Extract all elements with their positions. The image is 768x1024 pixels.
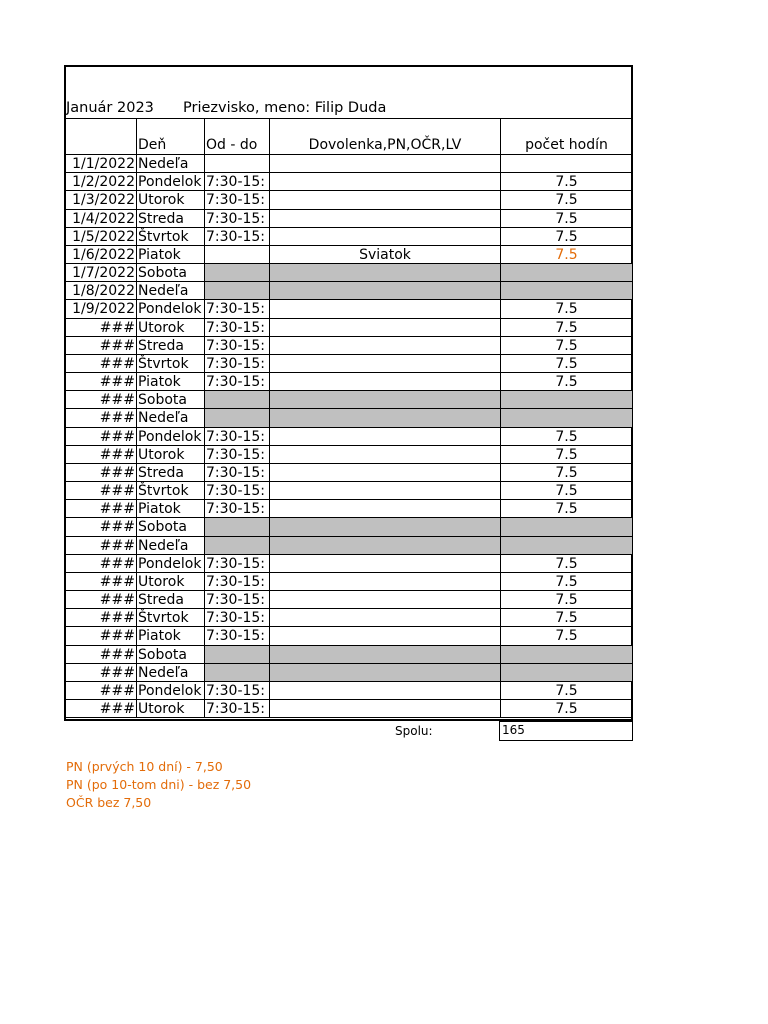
row-18-time: 7:30-15:	[204, 463, 270, 482]
row-6-date: 1/6/2022	[64, 245, 137, 264]
row-3-hours: 7.5	[500, 190, 633, 210]
row-13-hours: 7.5	[500, 372, 633, 391]
row-15-time	[204, 408, 270, 428]
row-9-day: Pondelok	[136, 299, 205, 319]
row-31-day: Utorok	[136, 699, 205, 718]
row-28-date: ###	[64, 645, 137, 664]
row-7-hours	[500, 263, 633, 282]
row-1-time	[204, 154, 270, 173]
row-10-hours: 7.5	[500, 318, 633, 337]
row-6-day: Piatok	[136, 245, 205, 264]
row-15-note	[269, 408, 501, 428]
row-12-day: Štvrtok	[136, 354, 205, 373]
row-6-time	[204, 245, 270, 264]
row-14-note	[269, 390, 501, 409]
row-31-note	[269, 699, 501, 718]
row-29-day: Nedeľa	[136, 663, 205, 682]
row-18-note	[269, 463, 501, 482]
row-23-time: 7:30-15:	[204, 554, 270, 573]
row-9-time: 7:30-15:	[204, 299, 270, 319]
row-17-date: ###	[64, 445, 137, 464]
row-5-note	[269, 227, 501, 246]
row-11-note	[269, 336, 501, 355]
row-19-hours: 7.5	[500, 481, 633, 500]
row-26-date: ###	[64, 608, 137, 627]
row-30-time: 7:30-15:	[204, 681, 270, 700]
row-10-time: 7:30-15:	[204, 318, 270, 337]
row-4-day: Streda	[136, 209, 205, 228]
row-23-note	[269, 554, 501, 573]
row-22-day: Nedeľa	[136, 536, 205, 555]
row-6-hours: 7.5	[500, 245, 633, 264]
row-29-hours	[500, 663, 633, 682]
row-3-note	[269, 190, 501, 210]
row-2-date: 1/2/2022	[64, 172, 137, 191]
row-20-day: Piatok	[136, 499, 205, 518]
legend-line-3: OČR bez 7,50	[66, 795, 152, 810]
row-7-time	[204, 263, 270, 282]
row-13-day: Piatok	[136, 372, 205, 391]
row-20-hours: 7.5	[500, 499, 633, 518]
row-5-time: 7:30-15:	[204, 227, 270, 246]
row-30-note	[269, 681, 501, 700]
row-26-hours: 7.5	[500, 608, 633, 627]
row-27-hours: 7.5	[500, 626, 633, 646]
row-23-date: ###	[64, 554, 137, 573]
row-13-note	[269, 372, 501, 391]
row-22-note	[269, 536, 501, 555]
header-time: Od - do	[204, 118, 270, 155]
row-16-date: ###	[64, 427, 137, 446]
row-31-hours: 7.5	[500, 699, 633, 718]
row-20-note	[269, 499, 501, 518]
row-10-date: ###	[64, 318, 137, 337]
row-22-time	[204, 536, 270, 555]
row-27-note	[269, 626, 501, 646]
row-17-note	[269, 445, 501, 464]
row-29-note	[269, 663, 501, 682]
row-13-date: ###	[64, 372, 137, 391]
row-23-hours: 7.5	[500, 554, 633, 573]
row-2-day: Pondelok	[136, 172, 205, 191]
row-15-day: Nedeľa	[136, 408, 205, 428]
row-10-note	[269, 318, 501, 337]
row-18-day: Streda	[136, 463, 205, 482]
row-6-note: Sviatok	[269, 245, 501, 264]
legend-line-1: PN (prvých 10 dní) - 7,50	[66, 759, 223, 774]
row-21-time	[204, 517, 270, 537]
row-3-date: 1/3/2022	[64, 190, 137, 210]
total-label: Spolu:	[395, 724, 433, 738]
month-title: Január 2023	[66, 100, 154, 116]
row-17-hours: 7.5	[500, 445, 633, 464]
legend-line-2: PN (po 10-tom dni) - bez 7,50	[66, 777, 252, 792]
row-1-note	[269, 154, 501, 173]
row-24-note	[269, 572, 501, 591]
header-day: Deň	[136, 118, 205, 155]
row-22-hours	[500, 536, 633, 555]
header-date	[64, 118, 137, 155]
row-27-date: ###	[64, 626, 137, 646]
row-25-time: 7:30-15:	[204, 590, 270, 609]
row-17-time: 7:30-15:	[204, 445, 270, 464]
row-25-day: Streda	[136, 590, 205, 609]
row-20-date: ###	[64, 499, 137, 518]
row-7-note	[269, 263, 501, 282]
row-2-time: 7:30-15:	[204, 172, 270, 191]
row-28-hours	[500, 645, 633, 664]
row-18-hours: 7.5	[500, 463, 633, 482]
row-5-date: 1/5/2022	[64, 227, 137, 246]
row-29-date: ###	[64, 663, 137, 682]
row-10-day: Utorok	[136, 318, 205, 337]
row-14-time	[204, 390, 270, 409]
row-4-note	[269, 209, 501, 228]
row-15-date: ###	[64, 408, 137, 428]
row-9-date: 1/9/2022	[64, 299, 137, 319]
total-value: 165	[499, 721, 633, 741]
row-8-date: 1/8/2022	[64, 281, 137, 300]
row-4-hours: 7.5	[500, 209, 633, 228]
row-11-day: Streda	[136, 336, 205, 355]
row-1-hours	[500, 154, 633, 173]
row-21-day: Sobota	[136, 517, 205, 537]
row-28-time	[204, 645, 270, 664]
row-14-hours	[500, 390, 633, 409]
header-note: Dovolenka,PN,OČR,LV	[269, 118, 501, 155]
row-8-time	[204, 281, 270, 300]
row-7-day: Sobota	[136, 263, 205, 282]
row-2-note	[269, 172, 501, 191]
row-12-time: 7:30-15:	[204, 354, 270, 373]
row-20-time: 7:30-15:	[204, 499, 270, 518]
row-3-time: 7:30-15:	[204, 190, 270, 210]
row-16-day: Pondelok	[136, 427, 205, 446]
row-30-hours: 7.5	[500, 681, 633, 700]
row-25-hours: 7.5	[500, 590, 633, 609]
row-9-note	[269, 299, 501, 319]
row-21-date: ###	[64, 517, 137, 537]
row-19-day: Štvrtok	[136, 481, 205, 500]
row-19-note	[269, 481, 501, 500]
row-24-hours: 7.5	[500, 572, 633, 591]
row-12-date: ###	[64, 354, 137, 373]
row-2-hours: 7.5	[500, 172, 633, 191]
row-28-day: Sobota	[136, 645, 205, 664]
row-4-date: 1/4/2022	[64, 209, 137, 228]
row-16-note	[269, 427, 501, 446]
row-31-time: 7:30-15:	[204, 699, 270, 718]
employee-name: Priezvisko, meno: Filip Duda	[183, 100, 387, 116]
row-29-time	[204, 663, 270, 682]
row-9-hours: 7.5	[500, 299, 633, 319]
row-25-date: ###	[64, 590, 137, 609]
row-26-day: Štvrtok	[136, 608, 205, 627]
row-21-hours	[500, 517, 633, 537]
row-12-hours: 7.5	[500, 354, 633, 373]
row-8-note	[269, 281, 501, 300]
row-27-time: 7:30-15:	[204, 626, 270, 646]
row-7-date: 1/7/2022	[64, 263, 137, 282]
row-14-date: ###	[64, 390, 137, 409]
row-5-day: Štvrtok	[136, 227, 205, 246]
row-5-hours: 7.5	[500, 227, 633, 246]
row-13-time: 7:30-15:	[204, 372, 270, 391]
row-18-date: ###	[64, 463, 137, 482]
row-8-hours	[500, 281, 633, 300]
row-11-date: ###	[64, 336, 137, 355]
row-1-date: 1/1/2022	[64, 154, 137, 173]
row-24-time: 7:30-15:	[204, 572, 270, 591]
row-1-day: Nedeľa	[136, 154, 205, 173]
row-31-date: ###	[64, 699, 137, 718]
row-11-time: 7:30-15:	[204, 336, 270, 355]
row-4-time: 7:30-15:	[204, 209, 270, 228]
header-hours: počet hodín	[500, 118, 633, 155]
row-17-day: Utorok	[136, 445, 205, 464]
row-21-note	[269, 517, 501, 537]
row-24-date: ###	[64, 572, 137, 591]
row-8-day: Nedeľa	[136, 281, 205, 300]
row-23-day: Pondelok	[136, 554, 205, 573]
row-12-note	[269, 354, 501, 373]
row-24-day: Utorok	[136, 572, 205, 591]
row-3-day: Utorok	[136, 190, 205, 210]
row-27-day: Piatok	[136, 626, 205, 646]
row-14-day: Sobota	[136, 390, 205, 409]
row-16-hours: 7.5	[500, 427, 633, 446]
row-15-hours	[500, 408, 633, 428]
row-30-date: ###	[64, 681, 137, 700]
row-19-date: ###	[64, 481, 137, 500]
row-30-day: Pondelok	[136, 681, 205, 700]
row-16-time: 7:30-15:	[204, 427, 270, 446]
row-26-time: 7:30-15:	[204, 608, 270, 627]
row-11-hours: 7.5	[500, 336, 633, 355]
row-28-note	[269, 645, 501, 664]
row-26-note	[269, 608, 501, 627]
row-22-date: ###	[64, 536, 137, 555]
row-19-time: 7:30-15:	[204, 481, 270, 500]
row-25-note	[269, 590, 501, 609]
